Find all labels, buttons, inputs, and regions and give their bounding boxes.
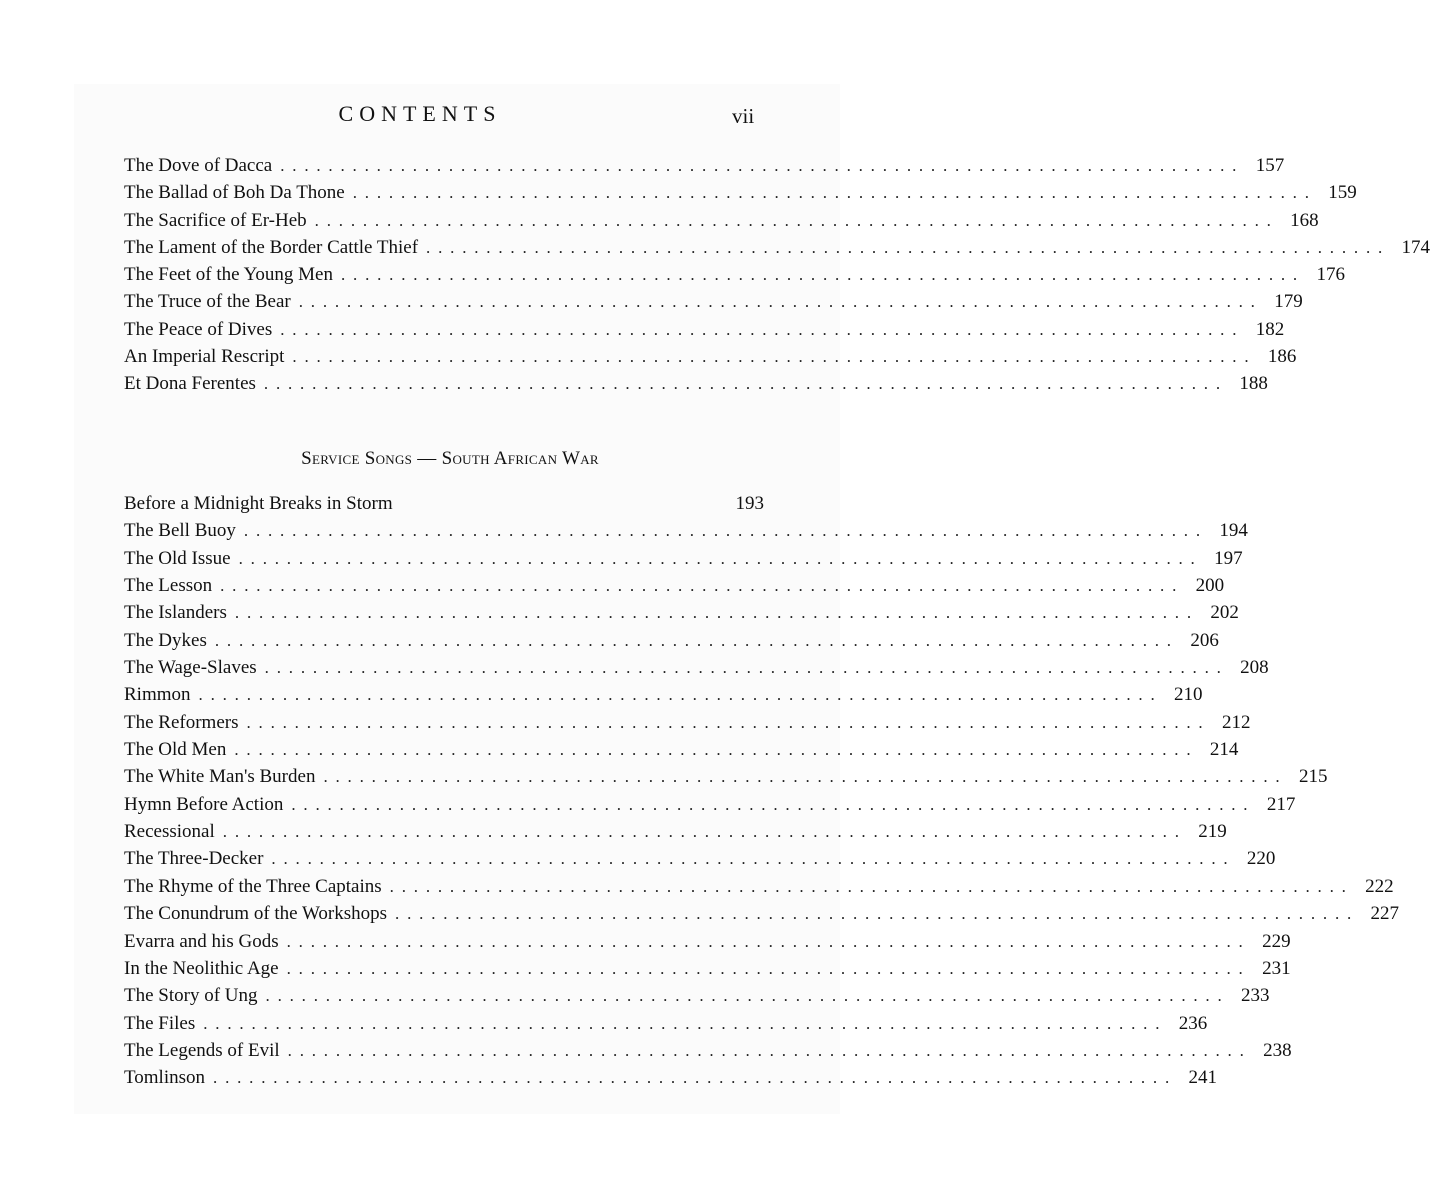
entry-title: The Feet of the Young Men (124, 264, 333, 286)
toc-entry (124, 234, 1430, 261)
entry-page: 238 (1263, 1039, 1292, 1061)
dot-leader: ................................................................................ (286, 931, 1251, 951)
page-title: CONTENTS (338, 101, 502, 126)
section-heading: Service Songs — South African War (301, 448, 599, 469)
entry-page: 212 (1221, 711, 1251, 733)
entry-title: The Rhyme of the Three Captains (124, 875, 382, 897)
toc-entry (124, 654, 1269, 681)
page-number: vii (732, 104, 755, 128)
entry-title: The Story of Ung (124, 985, 258, 1007)
entry-title: The Lesson (124, 575, 213, 597)
dot-leader: ................................................................................ (234, 740, 1199, 760)
dot-leader: ................................................................................ (352, 183, 1317, 203)
entry-title: The Old Men (124, 739, 227, 761)
toc-entry (124, 1064, 1218, 1091)
dot-leader: ................................................................................ (238, 548, 1203, 568)
entry-title: The Islanders (124, 602, 227, 624)
entry-page: 217 (1266, 793, 1296, 815)
dot-leader: ................................................................................ (222, 822, 1187, 842)
toc-entry (124, 1010, 1208, 1037)
entry-title: The Dykes (124, 629, 207, 651)
toc-entry (124, 343, 1297, 370)
dot-leader: ................................................................................ (286, 958, 1251, 978)
toc-entry (124, 955, 1291, 982)
entry-page: 208 (1240, 657, 1269, 679)
dot-leader: ................................................................................ (264, 658, 1229, 678)
dot-leader: ................................................................................ (271, 849, 1236, 869)
entry-page: 174 (1401, 236, 1430, 258)
entry-title: The Wage-Slaves (124, 657, 257, 679)
entry-page: 214 (1209, 739, 1239, 761)
entry-page: 210 (1174, 684, 1203, 706)
dot-leader: ................................................................................ (265, 986, 1230, 1006)
dot-leader: ................................................................................ (213, 1068, 1178, 1088)
entry-page: 222 (1365, 875, 1394, 897)
entry-page: 227 (1370, 903, 1400, 925)
toc-entry (124, 1037, 1292, 1064)
dot-leader: ................................................................................ (220, 576, 1185, 596)
entry-page: 202 (1210, 602, 1239, 624)
entry-page: 215 (1298, 766, 1328, 788)
entry-page: 179 (1274, 291, 1303, 313)
toc-entry (124, 545, 1243, 572)
entry-title: Evarra and his Gods (124, 930, 279, 952)
entry-title: In the Neolithic Age (124, 957, 279, 979)
toc-entry (124, 517, 1248, 544)
toc-entry (124, 288, 1303, 315)
toc-entry (124, 763, 1328, 790)
toc-entry (124, 179, 1357, 206)
toc-entry (124, 490, 764, 517)
entry-page: 159 (1328, 182, 1357, 204)
entry-page: 176 (1316, 264, 1345, 286)
entry-title: The Old Issue (124, 547, 231, 569)
toc-entry (124, 316, 1285, 343)
entry-title: The Bell Buoy (124, 520, 236, 542)
toc-entry (124, 845, 1276, 872)
entry-page: 241 (1188, 1067, 1218, 1089)
entry-page: 157 (1255, 155, 1285, 176)
dot-leader: ................................................................................ (389, 876, 1354, 896)
dot-leader: ................................................................................ (426, 237, 1391, 257)
dot-leader: ................................................................................ (291, 794, 1256, 814)
entry-title: Rimmon (124, 684, 191, 706)
toc-entry (124, 261, 1345, 288)
entry-title: Recessional (124, 821, 215, 843)
dot-leader: ................................................................................ (198, 685, 1163, 705)
toc-entry (124, 982, 1270, 1009)
entry-title: The Files (124, 1012, 196, 1034)
toc-entry (124, 873, 1394, 900)
toc-entry (124, 207, 1319, 234)
entry-title: The Reformers (124, 711, 239, 733)
entry-page: 231 (1262, 957, 1291, 979)
toc-entry (124, 152, 1285, 179)
entry-page: 188 (1239, 373, 1268, 395)
entry-page: 193 (735, 493, 764, 514)
entry-title: Et Dona Ferentes (124, 373, 256, 395)
entry-page: 233 (1241, 985, 1270, 1007)
toc-entry (124, 627, 1219, 654)
entry-title: The Lament of the Border Cattle Thief (124, 236, 419, 258)
entry-title: The White Man's Burden (124, 766, 316, 788)
dot-leader: ................................................................................ (280, 319, 1245, 339)
dot-leader: ................................................................................ (234, 603, 1199, 623)
entry-title: Hymn Before Action (124, 793, 284, 815)
entry-page: 186 (1267, 346, 1297, 368)
dot-leader: ................................................................................ (203, 1013, 1168, 1033)
dot-leader: ................................................................................ (340, 265, 1305, 285)
entry-page: 182 (1255, 318, 1285, 340)
entry-title: The Conundrum of the Workshops (124, 903, 388, 925)
toc-entry (124, 900, 1400, 927)
dot-leader: ................................................................................ (263, 374, 1228, 394)
toc-entry (124, 928, 1291, 955)
entry-page: 220 (1246, 848, 1276, 870)
dot-leader: ................................................................................ (246, 712, 1211, 732)
toc-entry (124, 791, 1296, 818)
entry-title: Before a Midnight Breaks in Storm (124, 493, 393, 514)
dot-leader: ................................................................................ (243, 521, 1208, 541)
toc-entry (124, 681, 1203, 708)
entry-page: 219 (1198, 821, 1227, 843)
toc-entry (124, 736, 1239, 763)
toc-entry (124, 709, 1251, 736)
toc-entry (124, 599, 1239, 626)
toc-entry (124, 572, 1225, 599)
entry-title: The Ballad of Boh Da Thone (124, 182, 345, 204)
entry-page: 206 (1190, 629, 1219, 651)
entry-title: The Peace of Dives (124, 318, 273, 340)
entry-page: 229 (1262, 930, 1291, 952)
entry-page: 197 (1214, 547, 1243, 569)
entry-page: 236 (1178, 1012, 1208, 1034)
dot-leader: ................................................................................ (287, 1040, 1252, 1060)
entry-title: The Legends of Evil (124, 1039, 280, 1061)
dot-leader: ................................................................................ (214, 630, 1179, 650)
dot-leader: ................................................................................ (323, 767, 1288, 787)
entry-title: The Truce of the Bear (124, 291, 291, 313)
entry-title: The Three-Decker (124, 848, 264, 870)
dot-leader: ................................................................................ (292, 347, 1257, 367)
toc-list-bottom (124, 490, 1400, 1092)
entry-page: 168 (1290, 209, 1319, 231)
entry-title: Tomlinson (124, 1067, 206, 1089)
entry-page: 194 (1219, 520, 1248, 542)
toc-entry (124, 370, 1268, 397)
dot-leader: ................................................................................ (314, 210, 1279, 230)
dot-leader: ................................................................................ (280, 156, 1245, 175)
toc-list-top (124, 152, 1430, 398)
entry-title: An Imperial Rescript (124, 346, 285, 368)
entry-page: 200 (1195, 575, 1225, 597)
dot-leader: ................................................................................ (395, 904, 1360, 924)
entry-title: The Sacrifice of Er-Heb (124, 209, 307, 231)
entry-title: The Dove of Dacca (124, 155, 273, 176)
dot-leader: ................................................................................ (298, 292, 1263, 312)
toc-entry (124, 818, 1227, 845)
